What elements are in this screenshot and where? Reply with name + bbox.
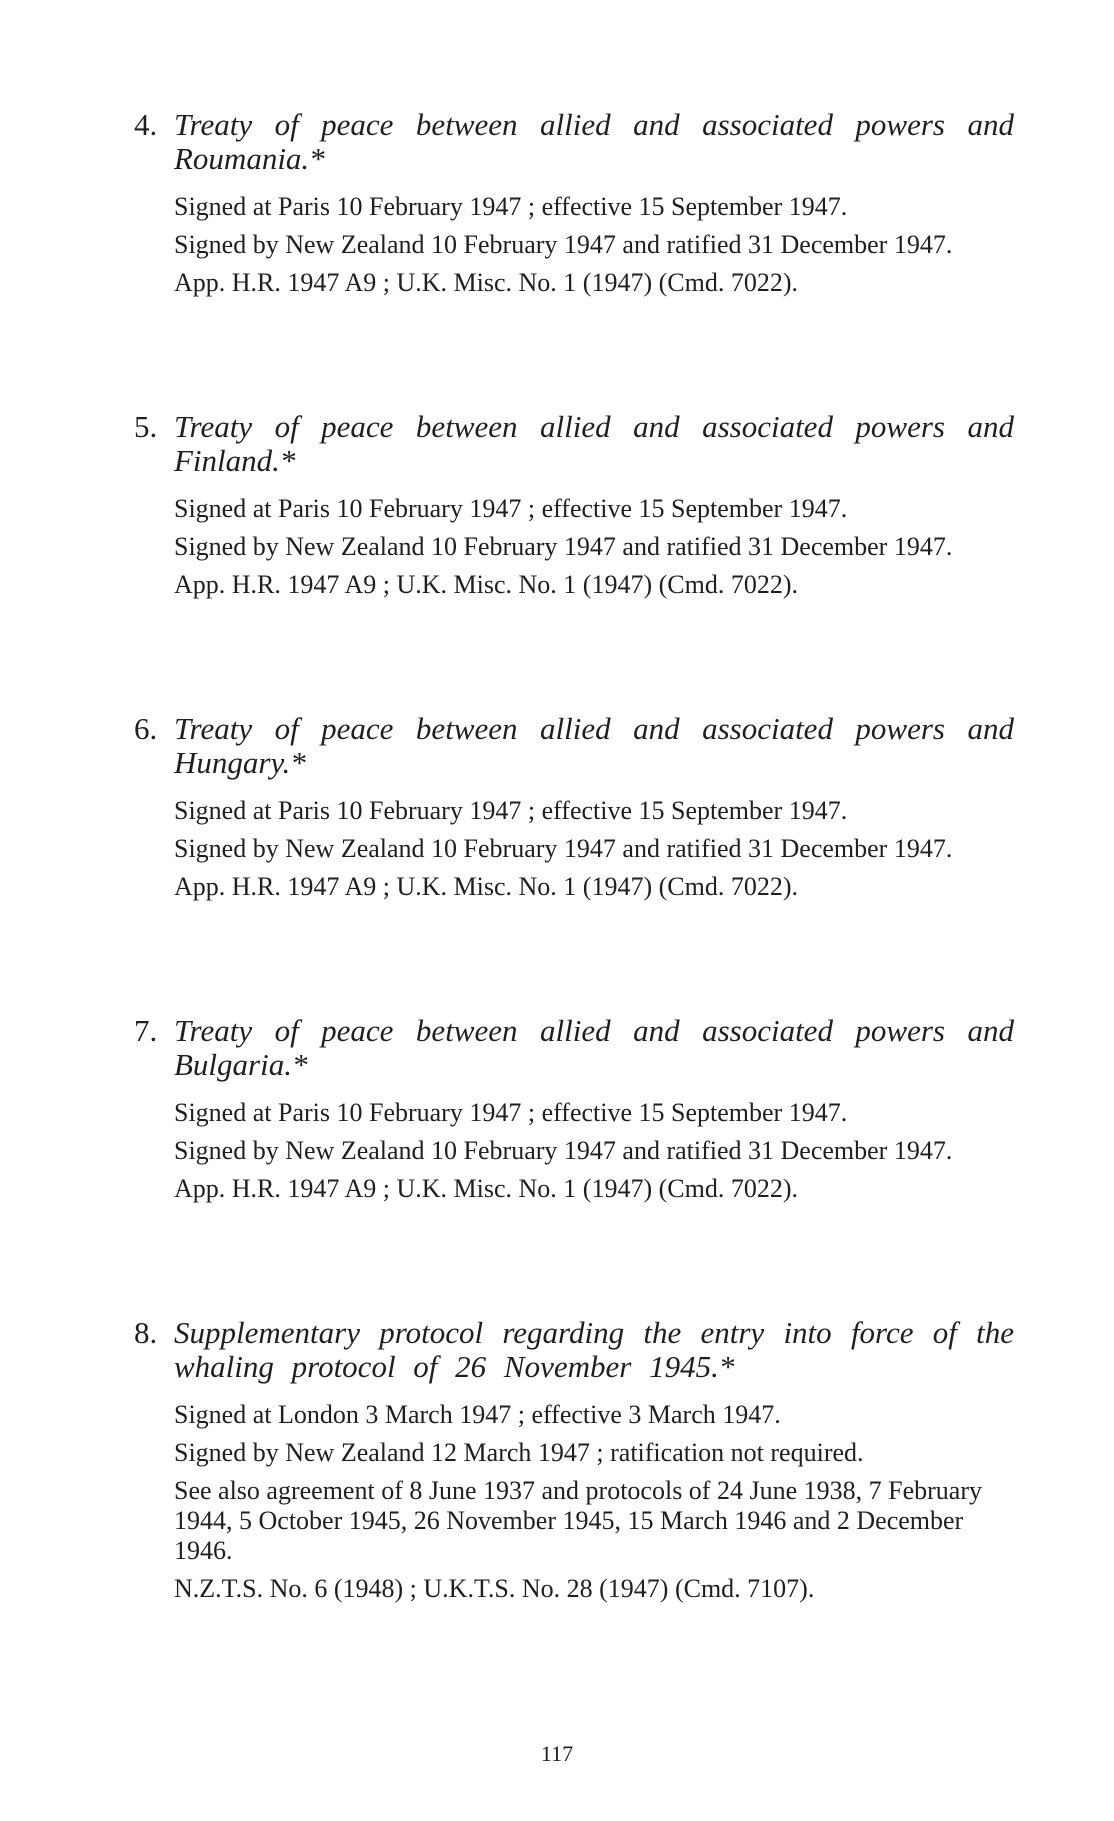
entry-number: 5. xyxy=(134,409,158,444)
ratified-line: Signed by New Zealand 10 February 1947 and ratified 31 December 1947. xyxy=(174,1136,953,1165)
references-line: N.Z.T.S. No. 6 (1948) ; U.K.T.S. No. 28 (1947) (Cmd. 7107). xyxy=(174,1574,815,1603)
entry-number: 4. xyxy=(134,107,158,142)
entry-number: 6. xyxy=(134,711,158,746)
references-line: App. H.R. 1947 A9 ; U.K. Misc. No. 1 (1947) (Cmd. 7022). xyxy=(174,872,798,901)
ratified-line: Signed by New Zealand 10 February 1947 and ratified 31 December 1947. xyxy=(174,230,953,259)
treaty-entry-6 xyxy=(134,712,1014,910)
signed-line: Signed at Paris 10 February 1947 ; effective 15 September 1947. xyxy=(174,796,848,825)
entry-body xyxy=(174,192,1014,298)
entry-title: Treaty of peace between allied and associated powers and Finland.* xyxy=(174,409,1014,478)
entry-number: 7. xyxy=(134,1013,158,1048)
signed-line: Signed at Paris 10 February 1947 ; effective 15 September 1947. xyxy=(174,494,848,523)
treaty-entry-5 xyxy=(134,410,1014,608)
signed-line: Signed at London 3 March 1947 ; effective 3 March 1947. xyxy=(174,1400,781,1429)
signed-line: Signed at Paris 10 February 1947 ; effective 15 September 1947. xyxy=(174,192,848,221)
see-also-line: See also agreement of 8 June 1937 and protocols of 24 June 1938, 7 February 1944, 5 October 1945, 26 November 1945, 15 March 1946 and 2 December 1946. xyxy=(174,1476,982,1565)
references-line: App. H.R. 1947 A9 ; U.K. Misc. No. 1 (1947) (Cmd. 7022). xyxy=(174,1174,798,1203)
entry-heading xyxy=(134,410,1014,478)
entry-title: Treaty of peace between allied and associated powers and Bulgaria.* xyxy=(174,1013,1014,1082)
entry-heading xyxy=(134,1316,1014,1384)
entry-heading xyxy=(134,712,1014,780)
entry-body xyxy=(174,1098,1014,1204)
entry-title: Supplementary protocol regarding the entry into force of the whaling protocol of 26 November 1945.* xyxy=(174,1315,1014,1384)
entry-title: Treaty of peace between allied and associated powers and Roumania.* xyxy=(174,107,1014,176)
entry-heading xyxy=(134,1014,1014,1082)
entry-body xyxy=(174,494,1014,600)
entry-body xyxy=(174,1400,1014,1604)
signed-line: Signed at Paris 10 February 1947 ; effective 15 September 1947. xyxy=(174,1098,848,1127)
ratified-line: Signed by New Zealand 10 February 1947 and ratified 31 December 1947. xyxy=(174,834,953,863)
entry-number: 8. xyxy=(134,1315,158,1350)
treaty-entry-4 xyxy=(134,108,1014,306)
ratified-line: Signed by New Zealand 12 March 1947 ; ratification not required. xyxy=(174,1438,864,1467)
references-line: App. H.R. 1947 A9 ; U.K. Misc. No. 1 (1947) (Cmd. 7022). xyxy=(174,268,798,297)
entry-heading xyxy=(134,108,1014,176)
entry-body xyxy=(174,796,1014,902)
treaty-entry-7 xyxy=(134,1014,1014,1212)
ratified-line: Signed by New Zealand 10 February 1947 and ratified 31 December 1947. xyxy=(174,532,953,561)
entry-title: Treaty of peace between allied and associated powers and Hungary.* xyxy=(174,711,1014,780)
treaty-entry-8 xyxy=(134,1316,1014,1612)
references-line: App. H.R. 1947 A9 ; U.K. Misc. No. 1 (1947) (Cmd. 7022). xyxy=(174,570,798,599)
page-number: 117 xyxy=(540,1741,574,1766)
